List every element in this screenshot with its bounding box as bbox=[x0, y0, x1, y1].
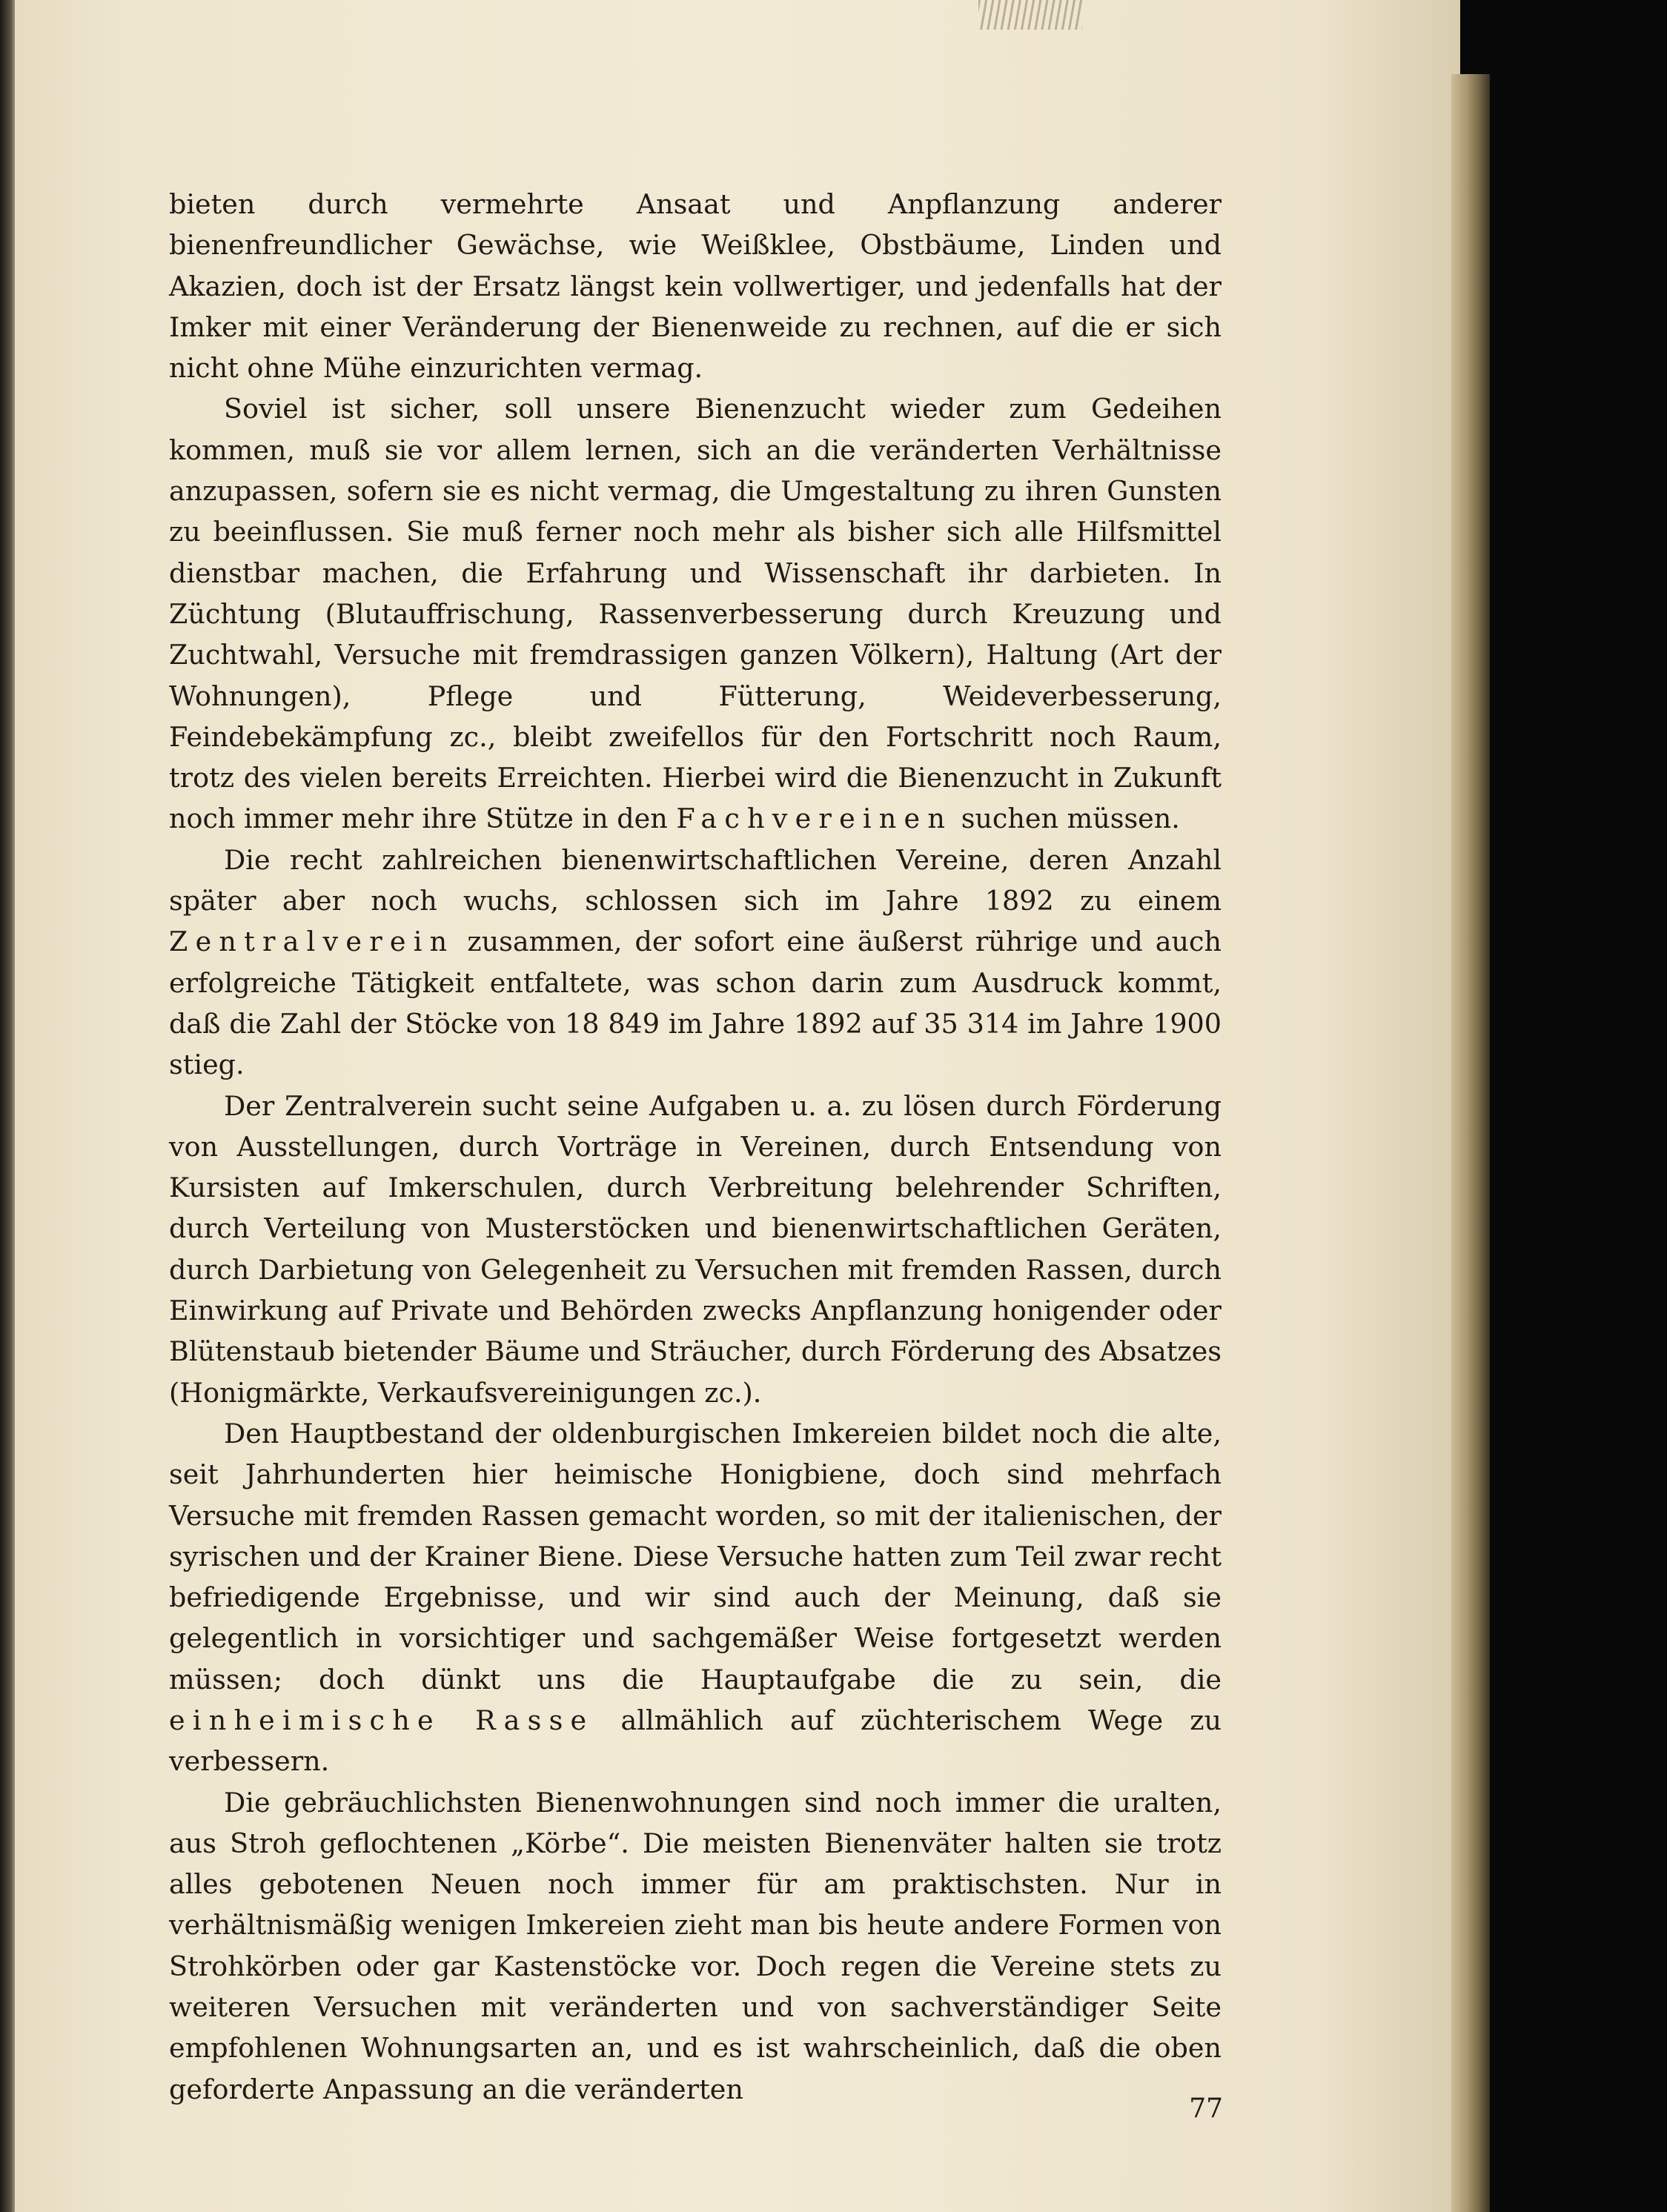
page-number: 77 bbox=[1189, 2093, 1223, 2124]
paragraph-text: Die gebräuchlichsten Bienenwohnungen sind noch immer die uralten, aus Stroh geflochtenen „Körbe“. Die meisten Bienenväter halten sie trotz alles gebotenen Neuen noch immer für am praktischsten. Nur in verhältnismäßig wenigen Imkereien zieht man bis heute andere Formen von Strohkörben oder gar Kastenstöcke vor. Doch regen die Vereine stets zu weiteren Versuchen mit veränderten und von sachverständiger Seite empfohlenen Wohnungsarten an, und es ist wahrscheinlich, daß die oben geforderte Anpassung an die veränderten bbox=[169, 1786, 1222, 2105]
paragraph-text: allmählich auf züchterischem Wege zu verbessern. bbox=[169, 1704, 1222, 1778]
paragraph-p5 bbox=[169, 1413, 1222, 1782]
body-text bbox=[169, 184, 1222, 2110]
paragraph-text: suchen müssen. bbox=[952, 803, 1180, 835]
paragraph-text: Der Zentralverein sucht seine Aufgaben u. a. zu lösen durch Förderung von Ausstellungen, durch Vorträge in Vereinen, durch Entsendung von Kursisten auf Imkerschulen, durch Verbreitung belehrender Schriften, durch Verteilung von Musterstöcken und bienenwirtschaftlichen Geräten, durch Darbietung von Gelegenheit zu Versuchen mit fremden Rassen, durch Einwirkung auf Private und Behörden zwecks Anpflanzung honigender oder Blütenstaub bietender Bäume und Sträucher, durch Förderung des Absatzes (Honigmärkte, Verkaufsvereinigungen zc.). bbox=[169, 1089, 1222, 1409]
paragraph-p3 bbox=[169, 840, 1222, 1086]
paragraph-p4 bbox=[169, 1086, 1222, 1413]
paragraph-text: Den Hauptbestand der oldenburgischen Imkereien bildet noch die alte, seit Jahrhunderten hier heimische Honigbiene, doch sind mehrfach Versuche mit fremden Rassen gemacht worden, so mit der italienischen, der syrischen und der Krainer Biene. Diese Versuche hatten zum Teil zwar recht befriedigende Ergebnisse, und wir sind auch der Meinung, daß sie gelegentlich in vorsichtiger und sachgemäßer Weise fortgesetzt werden müssen; doch dünkt uns die Hauptaufgabe die zu sein, die bbox=[169, 1417, 1222, 1695]
emphasized-spaced-text: Fachvereinen bbox=[676, 803, 953, 835]
paragraph-text: Soviel ist sicher, soll unsere Bienenzucht wieder zum Gedeihen kommen, muß sie vor allem lernen, sich an die veränderten Verhältnisse anzupassen, sofern sie es nicht vermag, die Umgestaltung zu ihren Gunsten zu beeinflussen. Sie muß ferner noch mehr als bisher sich alle Hilfsmittel dienstbar machen, die Erfahrung und Wissenschaft ihr darbieten. In Züchtung (Blutauffrischung, Rassenverbesserung durch Kreuzung und Zuchtwahl, Versuche mit fremdrassigen ganzen Völkern), Haltung (Art der Wohnungen), Pflege und Fütterung, Weideverbesserung, Feindebekämpfung zc., bleibt zweifellos für den Fortschritt noch Raum, trotz des vielen bereits Erreichten. Hierbei wird die Bienenzucht in Zukunft noch immer mehr ihre Stütze in den bbox=[169, 393, 1222, 835]
paragraph-p1 bbox=[169, 184, 1222, 388]
paragraph-text: zusammen, der sofort eine äußerst rührige und auch erfolgreiche Tätigkeit entfaltete, was schon darin zum Ausdruck kommt, daß die Zahl der Stöcke von 18 849 im Jahre 1892 auf 35 314 im Jahre 1900 stieg. bbox=[169, 926, 1222, 1081]
paragraph-p6 bbox=[169, 1782, 1222, 2110]
paragraph-text: Die recht zahlreichen bienenwirtschaftlichen Vereine, deren Anzahl später aber noch wuchs, schlossen sich im Jahre 1892 zu einem bbox=[169, 843, 1222, 917]
page-edge-stack bbox=[1451, 74, 1490, 2212]
frayed-binding-threads bbox=[978, 0, 1082, 30]
paragraph-text: bieten durch vermehrte Ansaat und Anpflanzung anderer bienenfreundlicher Gewächse, wie Weißklee, Obstbäume, Linden und Akazien, doch ist der Ersatz längst kein vollwertiger, und jedenfalls hat der Imker mit einer Veränderung der Bienenweide zu rechnen, auf die er sich nicht ohne Mühe einzurichten vermag. bbox=[169, 188, 1222, 385]
emphasized-spaced-text: einheimische Rasse bbox=[169, 1704, 594, 1736]
emphasized-spaced-text: Zentralverein bbox=[169, 926, 455, 958]
paragraph-p2 bbox=[169, 388, 1222, 839]
